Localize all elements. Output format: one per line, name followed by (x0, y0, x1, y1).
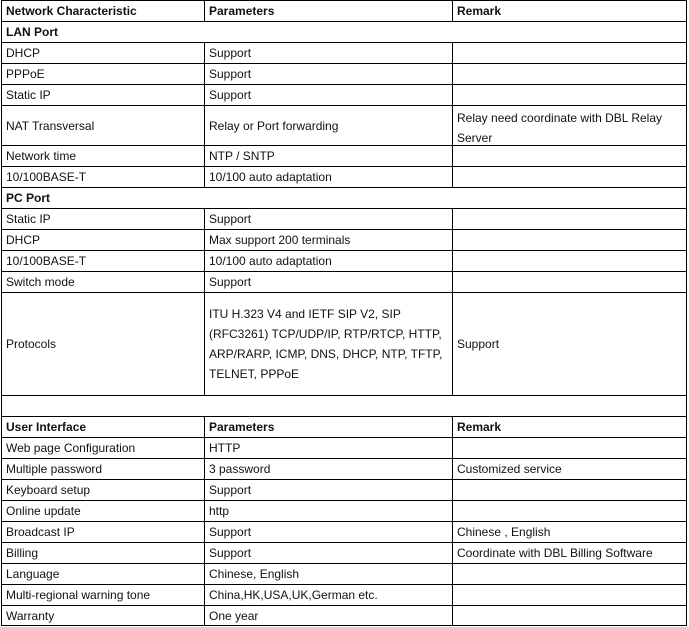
parameter-cell: Support (204, 521, 452, 542)
section-divider (1, 395, 687, 416)
parameter-cell: NTP / SNTP (204, 145, 452, 166)
header-parameters: Parameters (204, 0, 452, 21)
characteristic-cell: Network time (1, 145, 204, 166)
remark-cell (452, 166, 687, 187)
feature-cell: Multiple password (1, 458, 204, 479)
remark-cell (452, 145, 687, 166)
table-row (1, 166, 687, 187)
table-row (1, 250, 687, 271)
header-user-interface: User Interface (1, 416, 204, 437)
table-row (1, 563, 687, 584)
table-row (1, 437, 687, 458)
table-row (1, 42, 687, 63)
table-row (1, 521, 687, 542)
feature-cell: Multi-regional warning tone (1, 584, 204, 605)
table-row (1, 584, 687, 605)
feature-cell: Billing (1, 542, 204, 563)
parameter-cell: 10/100 auto adaptation (204, 166, 452, 187)
feature-cell: Web page Configuration (1, 437, 204, 458)
table-row (1, 458, 687, 479)
remark-cell (452, 208, 687, 229)
remark-cell (452, 584, 687, 605)
table-row (1, 84, 687, 105)
remark-cell (452, 229, 687, 250)
characteristic-cell: PPPoE (1, 63, 204, 84)
network-header-row (1, 0, 687, 21)
parameter-cell: Support (204, 42, 452, 63)
feature-cell: Keyboard setup (1, 479, 204, 500)
table-row (1, 63, 687, 84)
table-row (1, 605, 687, 626)
lan-port-title: LAN Port (1, 21, 687, 42)
remark-cell (452, 500, 687, 521)
parameter-cell: Support (204, 542, 452, 563)
feature-cell: Language (1, 563, 204, 584)
table-row (1, 208, 687, 229)
parameter-cell: 3 password (204, 458, 452, 479)
pc-port-title-row (1, 187, 687, 208)
characteristic-cell: Protocols (1, 292, 204, 395)
remark-cell: Relay need coordinate with DBL Relay Server (452, 105, 687, 145)
characteristic-cell: DHCP (1, 42, 204, 63)
lan-port-title-row (1, 21, 687, 42)
remark-cell (452, 42, 687, 63)
remark-cell (452, 271, 687, 292)
remark-cell: Chinese , English (452, 521, 687, 542)
parameter-cell: Relay or Port forwarding (204, 105, 452, 145)
remark-cell (452, 63, 687, 84)
parameter-cell: http (204, 500, 452, 521)
pc-port-title: PC Port (1, 187, 687, 208)
parameter-cell: 10/100 auto adaptation (204, 250, 452, 271)
parameter-cell: HTTP (204, 437, 452, 458)
feature-cell: Online update (1, 500, 204, 521)
table-row (1, 500, 687, 521)
parameter-cell: Support (204, 271, 452, 292)
header-remark: Remark (452, 0, 687, 21)
remark-cell (452, 479, 687, 500)
characteristic-cell: 10/100BASE-T (1, 250, 204, 271)
parameter-cell: Max support 200 terminals (204, 229, 452, 250)
table-row (1, 271, 687, 292)
parameter-cell: Support (204, 84, 452, 105)
spec-sheet (1, 0, 687, 626)
characteristic-cell: DHCP (1, 229, 204, 250)
remark-cell (452, 605, 687, 626)
parameter-cell: Support (204, 63, 452, 84)
parameter-cell: One year (204, 605, 452, 626)
parameter-cell: Support (204, 208, 452, 229)
remark-cell: Coordinate with DBL Billing Software (452, 542, 687, 563)
table-row (1, 479, 687, 500)
table-row (1, 229, 687, 250)
table-row (1, 292, 687, 395)
parameter-cell: China,HK,USA,UK,German etc. (204, 584, 452, 605)
characteristic-cell: Switch mode (1, 271, 204, 292)
header-parameters: Parameters (204, 416, 452, 437)
header-remark: Remark (452, 416, 687, 437)
remark-cell (452, 437, 687, 458)
ui-header-row (1, 416, 687, 437)
remark-cell: Support (452, 292, 687, 395)
remark-cell (452, 563, 687, 584)
characteristic-cell: NAT Transversal (1, 105, 204, 145)
feature-cell: Broadcast IP (1, 521, 204, 542)
remark-cell (452, 84, 687, 105)
remark-cell: Customized service (452, 458, 687, 479)
characteristic-cell: 10/100BASE-T (1, 166, 204, 187)
parameter-cell: Chinese, English (204, 563, 452, 584)
parameter-cell: Support (204, 479, 452, 500)
table-row (1, 542, 687, 563)
characteristic-cell: Static IP (1, 84, 204, 105)
remark-cell (452, 250, 687, 271)
table-row (1, 105, 687, 145)
feature-cell: Warranty (1, 605, 204, 626)
table-row (1, 145, 687, 166)
characteristic-cell: Static IP (1, 208, 204, 229)
header-network-characteristic: Network Characteristic (1, 0, 204, 21)
parameter-cell: ITU H.323 V4 and IETF SIP V2, SIP (RFC3261) TCP/UDP/IP, RTP/RTCP, HTTP, ARP/RARP, ICMP, DNS, DHCP, NTP, TFTP, TELNET, PPPoE (204, 292, 452, 395)
